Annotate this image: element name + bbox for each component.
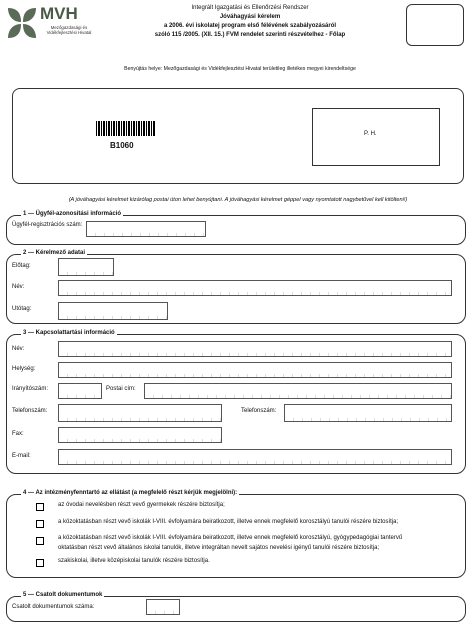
- phone2-label: Telefonszám:: [241, 408, 277, 414]
- option-4-label: szakiskolai, illetve középiskolai tanulók részére biztosítja.: [58, 558, 210, 564]
- section-1: [6, 211, 466, 245]
- section-2-title: 2 — Kérelmező adatai: [23, 250, 86, 256]
- logo-subtitle: Mezőgazdasági és Vidékfejlesztési Hivatal: [46, 25, 92, 36]
- form-subtitle-1: a 2006. évi iskolatej program első félévének szabályozásáról: [163, 23, 337, 29]
- option-3-label-line2: oktatásban részt vevő általános iskolai tanulók, illetve integráltan nevelt sajátos nevelési igényű tanulói részére biztosítja;: [58, 545, 380, 551]
- phone1-field[interactable]: [58, 404, 222, 422]
- place-label: Helység:: [12, 366, 36, 372]
- name-label: Név:: [12, 284, 25, 290]
- option-2-checkbox[interactable]: [36, 520, 44, 528]
- fax-field[interactable]: [58, 427, 222, 443]
- option-3-checkbox[interactable]: [36, 537, 44, 545]
- fax-label: Fax:: [12, 431, 24, 437]
- form-title: Jóváhagyási kérelem: [219, 14, 281, 20]
- section-1-title: 1 — Ügyfél-azonosítási információ: [23, 211, 122, 217]
- documents-label: Csatolt dokumentumok száma:: [12, 604, 95, 610]
- option-1-checkbox[interactable]: [36, 503, 44, 511]
- option-3-label-line1: a közoktatásban részt vevő iskolák I-VIII. évfolyamára beiratkozott, illetve ennek megfelelő korosztályú, gyógypedagógiai tantervű: [58, 535, 403, 541]
- contact-name-field[interactable]: [58, 341, 452, 357]
- place-field[interactable]: [58, 362, 452, 378]
- barcode-icon: [96, 121, 156, 136]
- registration-field[interactable]: [86, 221, 206, 237]
- zip-field[interactable]: [58, 383, 102, 399]
- prefix-label: Előtag:: [12, 263, 31, 269]
- option-1-label: az óvodai nevelésben részt vevő gyermekek részére biztosítja;: [58, 502, 225, 508]
- prefix-field[interactable]: [58, 258, 114, 276]
- contact-name-label: Név:: [12, 346, 25, 352]
- section-5-title: 5 — Csatolt dokumentumok: [23, 592, 103, 598]
- section-4-title: 4 — Az intézményfenntartó az ellátást (a megfelelő részt kérjük megjelölni):: [23, 490, 238, 496]
- stamp-label: P. H.: [364, 131, 377, 137]
- option-4-checkbox[interactable]: [36, 559, 44, 567]
- suffix-label: Utótag:: [12, 306, 32, 312]
- logo: [6, 4, 96, 44]
- option-2-label: a közoktatásban részt vevő iskolák I-VIII. évfolyamára beiratkozott, illetve ennek megfelelő korosztályú tanulói részére biztosítja;: [58, 519, 399, 525]
- barcode-code: B1060: [110, 141, 134, 150]
- submission-place: Benyújtás helye: Mezőgazdasági és Vidékfejlesztési Hivatal területileg illetékes megyei kirendeltsége: [124, 66, 356, 72]
- registration-label: Ügyfél-regisztrációs szám:: [12, 222, 83, 228]
- email-field[interactable]: [58, 449, 452, 465]
- documents-field[interactable]: [146, 599, 180, 615]
- email-label: E-mail:: [12, 453, 31, 459]
- notice: (A jóváhagyási kérelmet kizárólag postai úton lehet benyújtani. A jóváhagyási kérelmet géppel vagy nyomtatott nagybetűvel kell kitölteni!): [68, 197, 408, 203]
- phone2-field[interactable]: [284, 404, 452, 422]
- postal-label: Postai cím:: [106, 386, 136, 392]
- form-subtitle-2: szóló 115 /2005. (XII. 15.) FVM rendelet szerinti részvételhez - Főlap: [154, 32, 346, 38]
- suffix-field[interactable]: [58, 302, 168, 320]
- system-name: Integrált Igazgatási és Ellenőrzési Rendszer: [191, 5, 309, 11]
- section-3-title: 3 — Kapcsolattartási információ: [23, 330, 115, 336]
- logo-text: MVH: [40, 4, 78, 23]
- name-field[interactable]: [58, 280, 452, 296]
- phone1-label: Telefonszám:: [12, 408, 48, 414]
- zip-label: Irányítószám:: [12, 386, 49, 392]
- leaf-logo-icon: [6, 6, 38, 40]
- postal-field[interactable]: [144, 383, 452, 399]
- office-stamp-box: [406, 4, 464, 46]
